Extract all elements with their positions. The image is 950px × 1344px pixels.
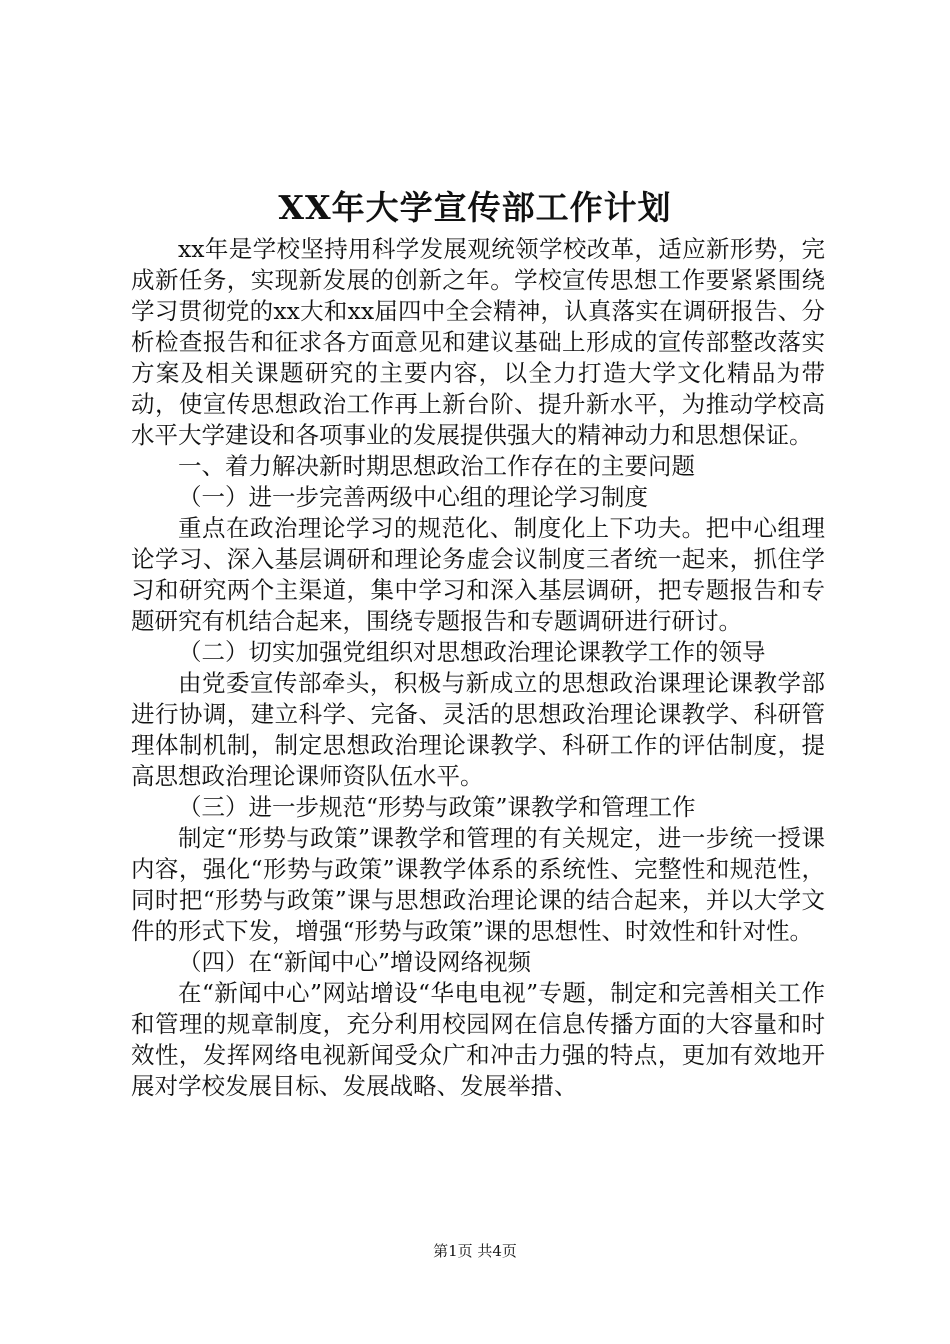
subsection-heading-2: （二）切实加强党组织对思想政治理论课教学工作的领导 [178,638,766,666]
paragraph-4: 在“新闻中心”网站增设“华电电视”专题，制定和完善相关工作和管理的规章制度，充分利用校园网在信息传播方面的大容量和时效性，发挥网络电视新闻受众广和冲击力强的特点，更加有效地开展对学校发展目标、发展战略、发展举措、 [131,979,825,1100]
paragraph-2: 由党委宣传部牵头，积极与新成立的思想政治课理论课教学部进行协调，建立科学、完备、灵活的思想政治理论课教学、科研管理体制机制，制定思想政治理论课教学、科研工作的评估制度，提高思想政治理论课师资队伍水平。 [131,669,825,790]
document-title: XX年大学宣传部工作计划 [278,188,672,227]
document-body [131,234,825,1102]
page-footer: 第1页 共4页 [433,1242,517,1260]
paragraph-1: 重点在政治理论学习的规范化、制度化上下功夫。把中心组理论学习、深入基层调研和理论务虚会议制度三者统一起来，抓住学习和研究两个主渠道，集中学习和深入基层调研，把专题报告和专题研究有机结合起来，围绕专题报告和专题调研进行研讨。 [131,514,825,635]
paragraph-intro: xx年是学校坚持用科学发展观统领学校改革，适应新形势，完成新任务，实现新发展的创新之年。学校宣传思想工作要紧紧围绕学习贯彻党的xx大和xx届四中全会精神，认真落实在调研报告、分析检查报告和征求各方面意见和建议基础上形成的宣传部整改落实方案及相关课题研究的主要内容，以全力打造大学文化精品为带动，使宣传思想政治工作再上新台阶、提升新水平，为推动学校高水平大学建设和各项事业的发展提供强大的精神动力和思想保证。 [131,235,825,449]
subsection-heading-3: （三）进一步规范“形势与政策”课教学和管理工作 [178,793,696,821]
subsection-heading-4: （四）在“新闻中心”增设网络视频 [178,948,532,976]
section-heading-1: 一、着力解决新时期思想政治工作存在的主要问题 [178,452,695,480]
paragraph-3: 制定“形势与政策”课教学和管理的有关规定，进一步统一授课内容，强化“形势与政策”课教学体系的系统性、完整性和规范性，同时把“形势与政策”课与思想政治理论课的结合起来，并以大学文件的形式下发，增强“形势与政策”课的思想性、时效性和针对性。 [131,824,825,945]
subsection-heading-1: （一）进一步完善两级中心组的理论学习制度 [178,483,648,511]
